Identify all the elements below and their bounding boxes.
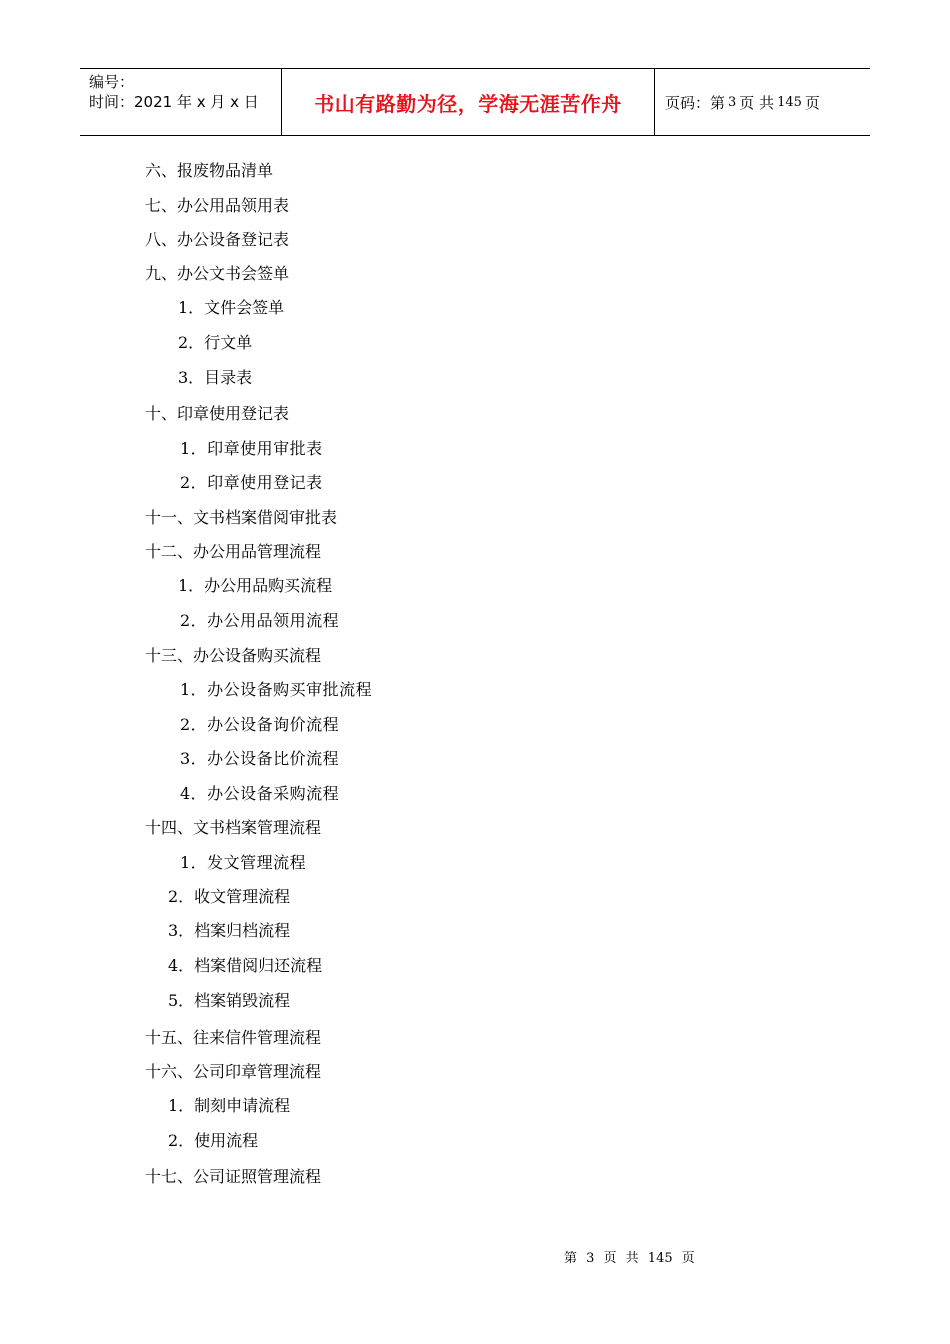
page-current: 3 bbox=[728, 94, 737, 110]
toc-section-item: 六、报废物品清单 bbox=[145, 161, 274, 180]
toc-subitem: 5．档案销毁流程 bbox=[168, 991, 291, 1010]
toc-subitem: 2．办公用品领用流程 bbox=[180, 611, 340, 630]
header-motto: 书山有路勤为径，学海无涯苦作舟 bbox=[282, 69, 655, 135]
document-date-label: 时间：2021 年 x 月 x 日 bbox=[89, 93, 259, 111]
toc-section-item: 十五、往来信件管理流程 bbox=[145, 1028, 322, 1047]
toc-section-item: 七、办公用品领用表 bbox=[145, 196, 290, 215]
toc-subitem: 4．办公设备采购流程 bbox=[180, 784, 340, 803]
toc-section-item: 十七、公司证照管理流程 bbox=[145, 1167, 322, 1186]
document-number-label: 编号： bbox=[89, 73, 135, 91]
toc-subitem: 2．收文管理流程 bbox=[168, 887, 291, 906]
page-label: 页码：第 bbox=[665, 93, 726, 112]
toc-subitem: 3．目录表 bbox=[178, 368, 253, 387]
toc-subitem: 2．办公设备询价流程 bbox=[180, 715, 340, 734]
toc-subitem: 3．档案归档流程 bbox=[168, 921, 291, 940]
toc-subitem: 2．行文单 bbox=[178, 333, 253, 352]
toc-subitem: 1．办公用品购买流程 bbox=[178, 576, 333, 595]
page-total: 145 bbox=[777, 94, 802, 110]
page-mid-label: 页 共 bbox=[739, 93, 775, 112]
toc-section-item: 十三、办公设备购买流程 bbox=[145, 646, 322, 665]
toc-subitem: 2．印章使用登记表 bbox=[180, 473, 323, 492]
toc-subitem: 1．文件会签单 bbox=[178, 298, 285, 317]
toc-section-item: 十、印章使用登记表 bbox=[145, 404, 290, 423]
toc-subitem: 1．发文管理流程 bbox=[180, 853, 307, 872]
page-footer: 第 3 页 共 145 页 bbox=[564, 1251, 695, 1266]
toc-section-item: 十二、办公用品管理流程 bbox=[145, 542, 322, 561]
toc-subitem: 3．办公设备比价流程 bbox=[180, 749, 340, 768]
toc-subitem: 4．档案借阅归还流程 bbox=[168, 956, 323, 975]
toc-subitem: 1．办公设备购买审批流程 bbox=[180, 680, 373, 699]
toc-section-item: 十一、文书档案借阅审批表 bbox=[145, 508, 338, 527]
toc-subitem: 1．制刻申请流程 bbox=[168, 1096, 291, 1115]
toc-subitem: 2．使用流程 bbox=[168, 1131, 259, 1150]
toc-section-item: 九、办公文书会签单 bbox=[145, 264, 290, 283]
toc-section-item: 十四、文书档案管理流程 bbox=[145, 818, 322, 837]
toc-section-item: 十六、公司印章管理流程 bbox=[145, 1062, 322, 1081]
toc-section-item: 八、办公设备登记表 bbox=[145, 230, 290, 249]
toc-subitem: 1．印章使用审批表 bbox=[180, 439, 323, 458]
page-end-label: 页 bbox=[804, 93, 820, 112]
